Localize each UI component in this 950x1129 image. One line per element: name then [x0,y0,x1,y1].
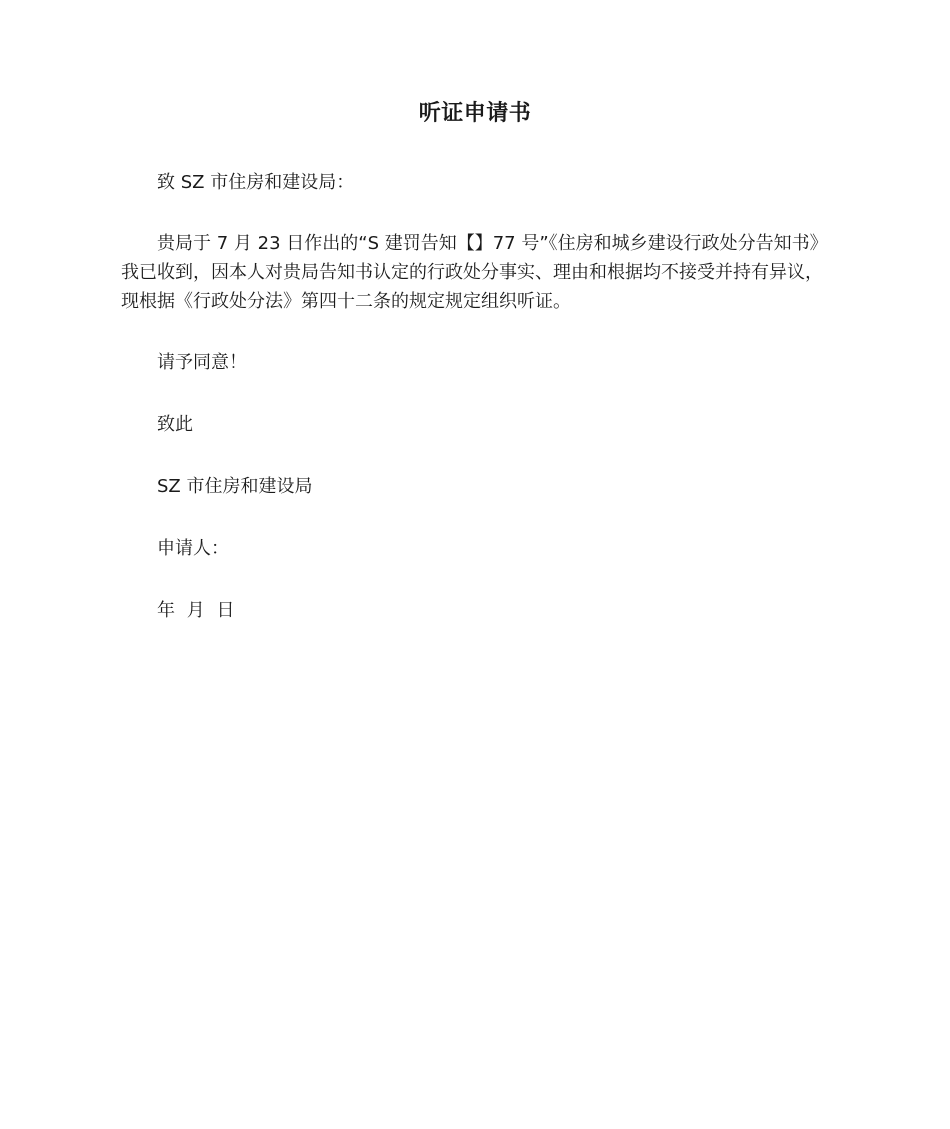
salutation: 致 SZ 市住房和建设局： [157,172,355,193]
recipient-line: SZ 市住房和建设局 [157,476,313,497]
date-line: 年 月 日 [157,600,235,621]
request-line: 请予同意！ [157,352,247,373]
applicant-label: 申请人： [157,538,229,559]
body-paragraph: 贵局于 7 月 23 日作出的“S 建罚告知【】77 号”《住房和城乡建设行政处分告知书》我已收到，因本人对贵局告知书认定的行政处分事实、理由和根据均不接受并持有异议，现根据《行政处分法》第四十二条的规定规定组织听证。 [121,233,828,312]
document-title: 听证申请书 [418,101,532,126]
closing-line: 致此 [157,414,193,435]
